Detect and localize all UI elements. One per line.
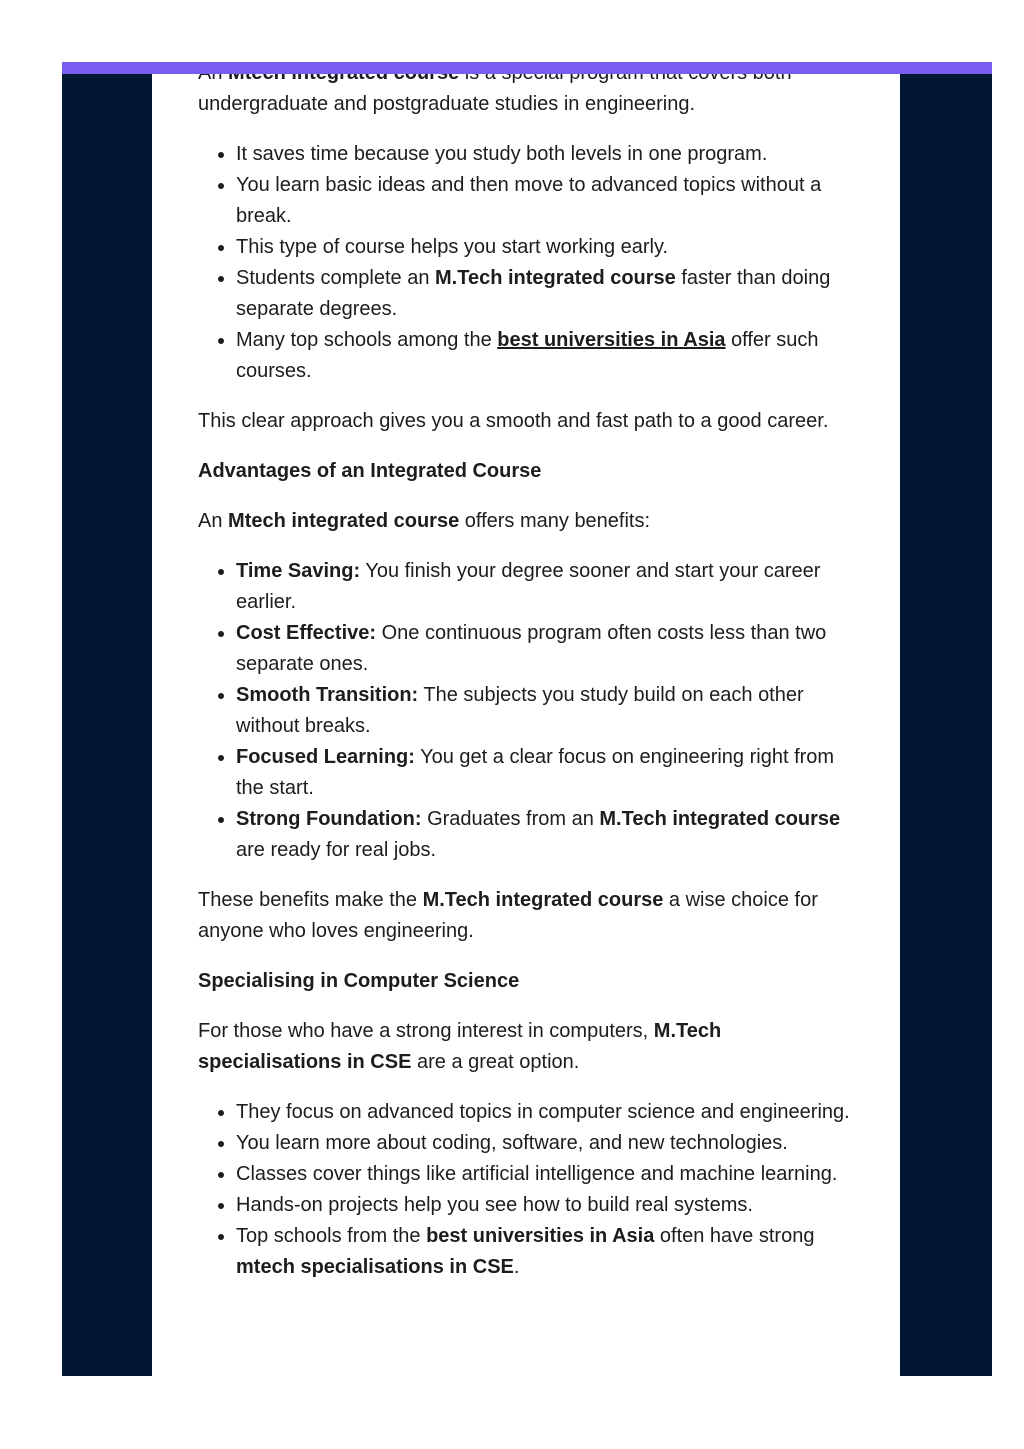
intro-paragraph: undergraduate and postgraduate studies in engineering. — [198, 93, 696, 115]
section-heading-advantages: Advantages of an Integrated Course — [198, 460, 542, 482]
list-item: • Time Saving: You finish your degree sooner and start your career earlier. — [236, 556, 854, 618]
cse-list — [198, 1097, 854, 1283]
list-item: • Smooth Transition: The subjects you study build on each other without breaks. — [236, 680, 854, 742]
list-item: • You learn more about coding, software, and new technologies. — [236, 1128, 854, 1159]
list-item: • Strong Foundation: Graduates from an M.Tech integrated course are ready for real jobs. — [236, 804, 854, 866]
list-item: • Focused Learning: You get a clear focus on engineering right from the start. — [236, 742, 854, 804]
best-universities-link[interactable]: best universities in Asia — [497, 329, 726, 351]
benefits-summary: These benefits make the M.Tech integrated course a wise choice for anyone who loves engineering. — [198, 889, 818, 942]
cse-intro: For those who have a strong interest in computers, M.Tech specialisations in CSE are a great option. — [198, 1020, 722, 1073]
article-card — [152, 62, 900, 1376]
list-item: • Classes cover things like artificial intelligence and machine learning. — [236, 1159, 854, 1190]
list-item: • Many top schools among the best universities in Asia offer such courses. — [236, 325, 854, 387]
list-item: • This type of course helps you start working early. — [236, 232, 854, 263]
accent-bar — [62, 62, 992, 74]
list-item: • Cost Effective: One continuous program often costs less than two separate ones. — [236, 618, 854, 680]
list-item: • They focus on advanced topics in computer science and engineering. — [236, 1097, 854, 1128]
article-body — [198, 62, 854, 1302]
list-item: • It saves time because you study both levels in one program. — [236, 139, 854, 170]
section-heading-cse: Specialising in Computer Science — [198, 970, 520, 992]
list-item: • You learn basic ideas and then move to advanced topics without a break. — [236, 170, 854, 232]
page-frame — [62, 62, 992, 1376]
advantages-list — [198, 556, 854, 866]
list-item: • Top schools from the best universities in Asia often have strong mtech specialisations in CSE. — [236, 1221, 854, 1283]
list-item: • Hands-on projects help you see how to build real systems. — [236, 1190, 854, 1221]
benefits-list — [198, 139, 854, 387]
advantages-intro: An Mtech integrated course offers many benefits: — [198, 510, 651, 532]
summary-paragraph: This clear approach gives you a smooth and fast path to a good career. — [198, 410, 829, 432]
list-item: • Students complete an M.Tech integrated course faster than doing separate degrees. — [236, 263, 854, 325]
